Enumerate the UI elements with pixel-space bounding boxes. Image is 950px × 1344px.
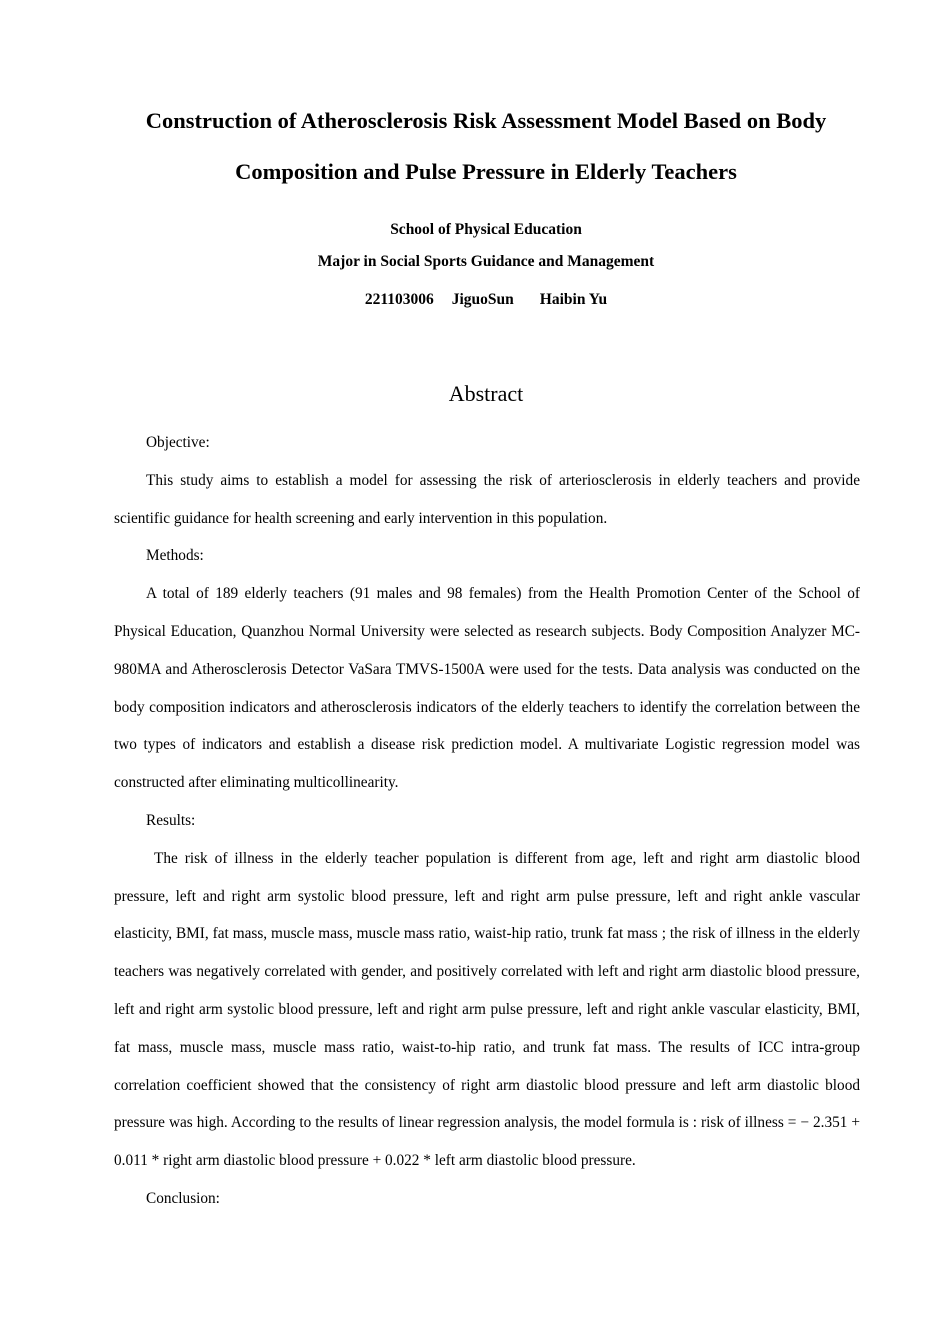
objective-label: Objective:	[146, 434, 210, 451]
methods-label: Methods:	[146, 547, 204, 565]
paper-title: Construction of Atherosclerosis Risk Assessment Model Based on Body Composition and Pulse Pressure in Elderly Teachers	[145, 108, 827, 184]
author-name: JiguoSun	[451, 291, 514, 308]
results-label: Results:	[146, 811, 196, 829]
results-text: The risk of illness in the elderly teacher population is different from age, left and right arm diastolic blood pressure, left and right arm systolic blood pressure, left and right arm pulse pressure, left and right ankle vascular elasticity, BMI, fat mass, muscle mass, muscle mass ratio, waist-hip ratio, trunk fat mass ; the risk of illness in the elderly teachers was negatively correlated with gender, and positively correlated with left and right arm diastolic blood pressure, left and right arm systolic blood pressure, left and right arm pulse pressure, left and right ankle vascular elasticity, BMI, fat mass, muscle mass, muscle mass ratio, waist-to-hip ratio, and trunk fat mass. The results of ICC intra-group correlation coefficient showed that the consistency of right arm diastolic blood pressure and left arm diastolic blood pressure was high. According to the results of linear regression analysis, the model formula is : risk of illness = − 2.351 + 0.011 * right arm diastolic blood pressure + 0.022 * left arm diastolic blood pressure.	[114, 849, 860, 1170]
supervisor-name: Haibin Yu	[539, 291, 608, 308]
methods-text: A total of 189 elderly teachers (91 males and 98 females) from the Health Promotion Center of the School of Physical Education, Quanzhou Normal University were selected as research subjects. Body Composition Analyzer MC-980MA and Atherosclerosis Detector VaSara TMVS-1500A were used for the tests. Data analysis was conducted on the body composition indicators and atherosclerosis indicators of the elderly teachers to identify the correlation between the two types of indicators and establish a disease risk prediction model. A multivariate Logistic regression model was constructed after eliminating multicollinearity.	[114, 585, 860, 792]
student-id: 221103006	[364, 291, 434, 308]
school-name: School of Physical Education	[390, 221, 582, 238]
conclusion-label: Conclusion:	[146, 1189, 220, 1207]
objective-text: This study aims to establish a model for assessing the risk of arteriosclerosis in elderly teachers and provide scientific guidance for health screening and early intervention in this population.	[114, 471, 860, 527]
abstract-heading: Abstract	[448, 381, 524, 406]
major-name: Major in Social Sports Guidance and Management	[317, 253, 655, 270]
abstract-body	[114, 424, 860, 1218]
author-line	[100, 290, 872, 310]
